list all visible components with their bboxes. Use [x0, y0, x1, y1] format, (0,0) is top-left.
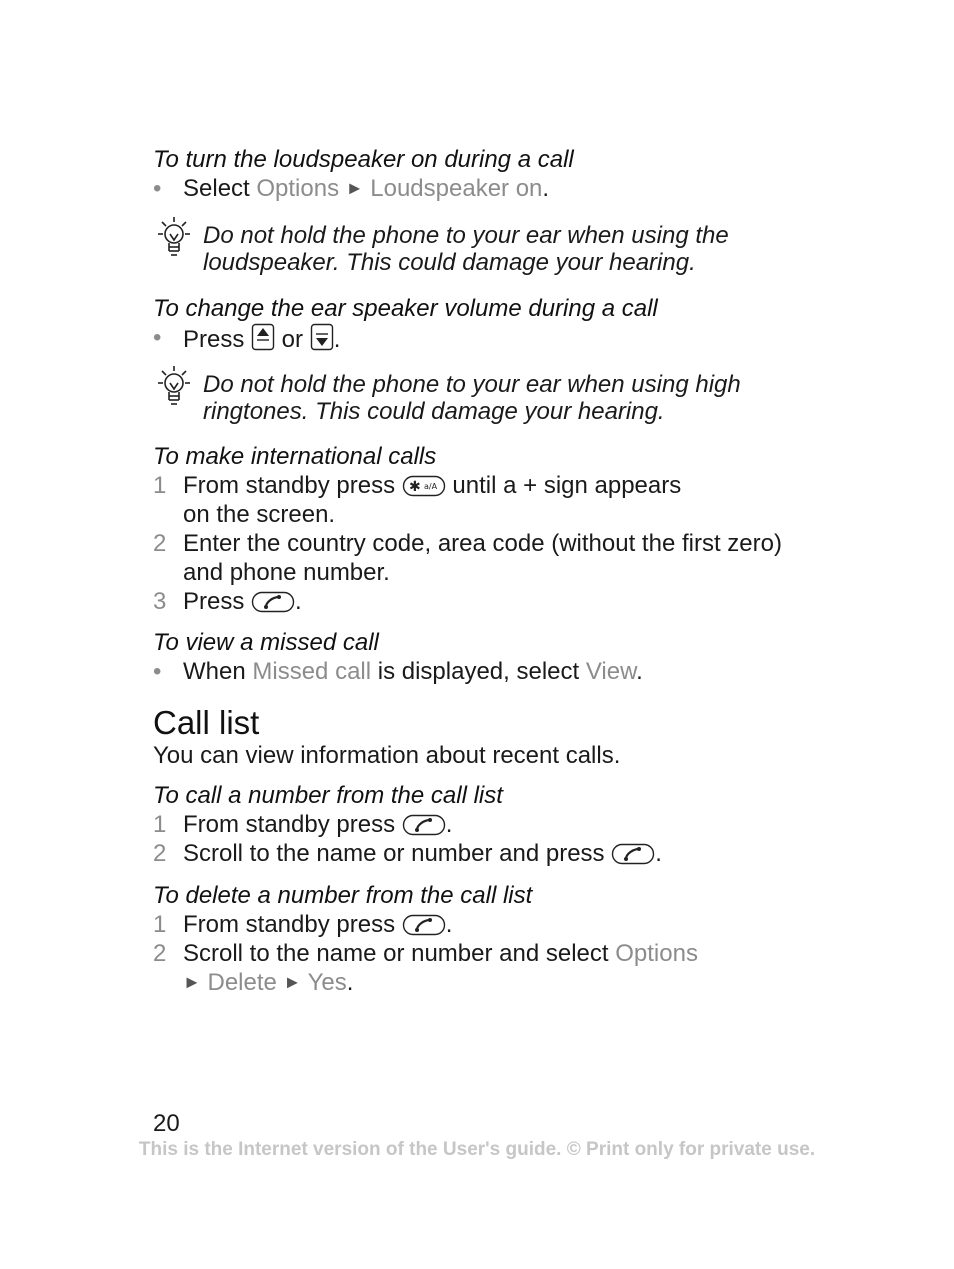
section-heading: To change the ear speaker volume during a call [153, 295, 658, 322]
arrow-icon: ► [345, 178, 364, 198]
menu-option: Yes [307, 969, 347, 996]
section-call-list [153, 705, 853, 770]
call-key-icon [402, 914, 446, 936]
menu-option: View [585, 658, 637, 685]
section-heading: To turn the loudspeaker on during a call [153, 146, 574, 173]
list-item: • Select Options ► Loudspeaker on. [153, 175, 550, 202]
note-line: ringtones. This could damage your hearing. [203, 398, 665, 425]
lightbulb-icon [153, 214, 195, 260]
section-heading: To view a missed call [153, 629, 379, 656]
list-item-continuation: and phone number. [183, 559, 390, 586]
menu-option: Missed call [252, 658, 372, 685]
call-key-icon [402, 814, 446, 836]
intro-text: You can view information about recent calls. [153, 742, 621, 769]
section-international-calls [153, 443, 853, 616]
section-missed-call [153, 629, 853, 686]
step-number: 2 [153, 940, 167, 967]
step-number: 1 [153, 811, 167, 838]
list-item: • When Missed call is displayed, select View. [153, 658, 643, 685]
step-number: 2 [153, 530, 167, 557]
arrow-icon: ► [283, 972, 302, 992]
note-line: loudspeaker. This could damage your hearing. [203, 249, 696, 276]
svg-text:✱: ✱ [408, 479, 421, 495]
list-item: 1 From standby press . [153, 811, 453, 838]
menu-option: Delete [207, 969, 277, 996]
bullet: • [153, 658, 162, 685]
list-item-continuation: ► Delete ► Yes. [183, 969, 354, 996]
page-number: 20 [153, 1110, 180, 1137]
tip-note [153, 222, 853, 276]
menu-option: Options [256, 175, 340, 202]
section-heading: To delete a number from the call list [153, 882, 533, 909]
note-line: Do not hold the phone to your ear when using the [203, 222, 729, 249]
tip-note [153, 371, 853, 425]
bullet: • [153, 324, 162, 351]
section-heading: To make international calls [153, 443, 437, 470]
note-line: Do not hold the phone to your ear when using high [203, 371, 741, 398]
list-item: • Press or . [153, 324, 341, 353]
list-item: 2 Enter the country code, area code (without the first zero) [153, 530, 782, 557]
bullet: • [153, 175, 162, 202]
menu-option: Options [615, 940, 698, 967]
call-key-icon [251, 591, 295, 613]
svg-text:a/A: a/A [423, 482, 437, 491]
section-delete-from-list [153, 882, 853, 997]
menu-option: Loudspeaker on [370, 175, 543, 202]
lightbulb-icon [153, 363, 195, 409]
section-heading: To call a number from the call list [153, 782, 503, 809]
volume-down-key-icon [310, 323, 334, 351]
step-number: 1 [153, 472, 167, 499]
volume-up-key-icon [251, 323, 275, 351]
call-key-icon [611, 843, 655, 865]
step-number: 2 [153, 840, 167, 867]
list-item: 1 From standby press ✱ a/A until a + sign appears [153, 472, 682, 499]
star-key-icon [402, 475, 446, 497]
footer-notice: This is the Internet version of the User's guide. © Print only for private use. [138, 1139, 816, 1160]
section-call-from-list [153, 782, 853, 868]
step-number: 3 [153, 588, 167, 615]
step-number: 1 [153, 911, 167, 938]
list-item: 1 From standby press . [153, 911, 453, 938]
list-item-continuation: on the screen. [183, 501, 336, 528]
section-ear-volume [153, 295, 853, 354]
list-item: 2 Scroll to the name or number and select Options [153, 940, 698, 967]
list-item: 3 Press . [153, 588, 302, 615]
list-item: 2 Scroll to the name or number and press . [153, 840, 662, 867]
arrow-icon: ► [183, 972, 201, 992]
section-loudspeaker [153, 146, 853, 203]
section-title: Call list [153, 704, 260, 741]
